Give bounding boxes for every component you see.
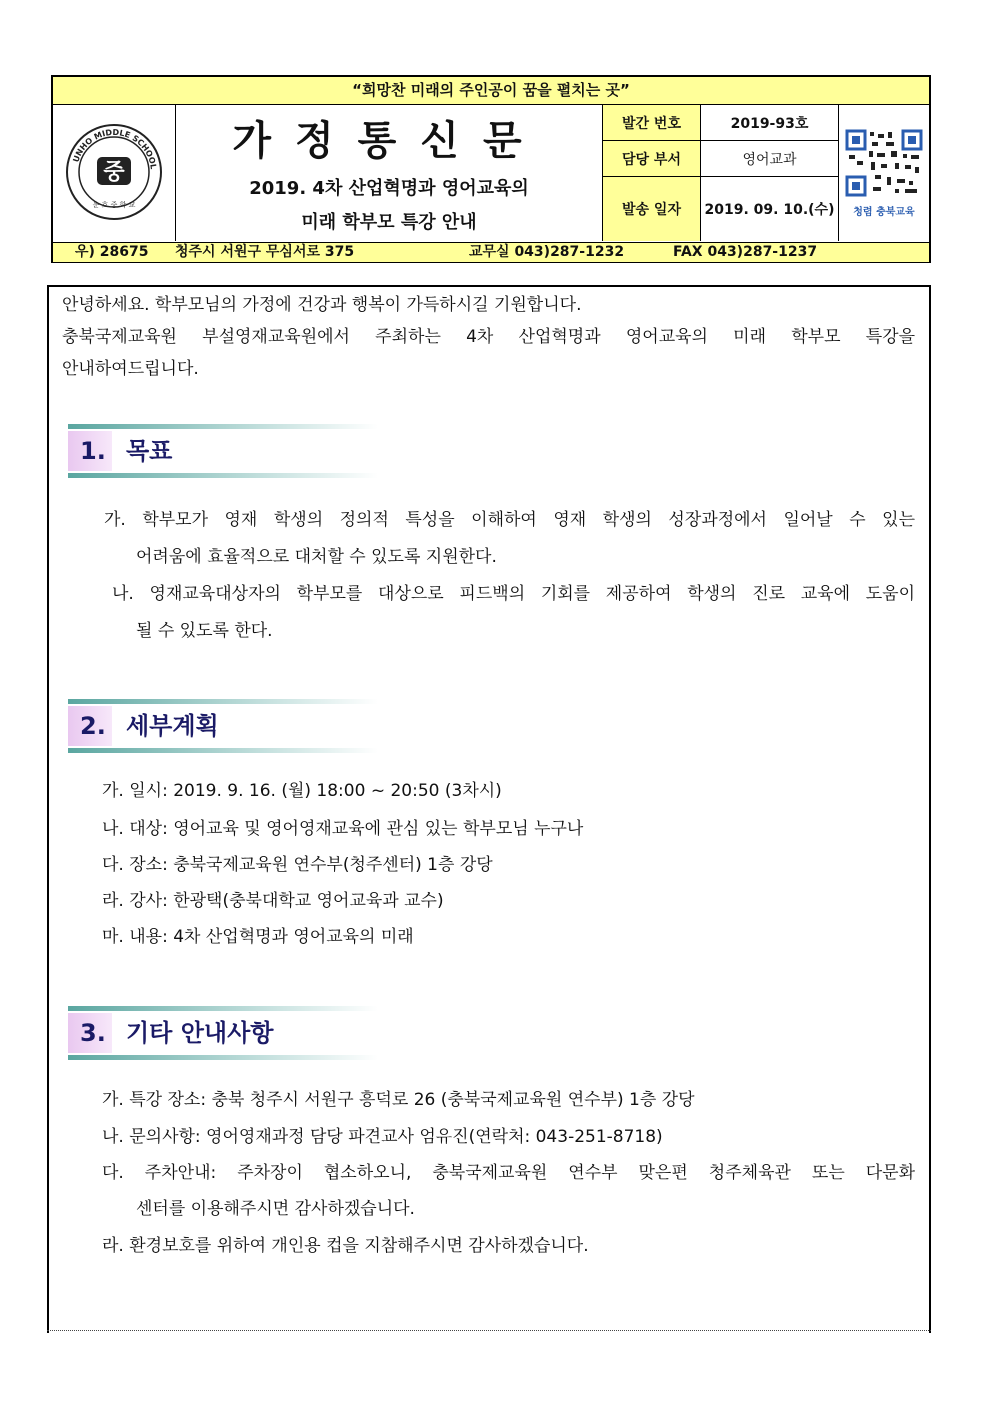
subtitle-line-1: 2019. 4차 산업혁명과 영어교육의 bbox=[249, 178, 529, 199]
bottom-divider bbox=[47, 1330, 931, 1331]
qr-code-icon[interactable] bbox=[845, 129, 923, 197]
list-item-cont: 센터를 이용해주시면 감사하겠습니다. bbox=[136, 1199, 415, 1219]
issue-value: 2019-93호 bbox=[701, 105, 839, 141]
newsletter-header bbox=[51, 75, 931, 263]
section-title: 목표 bbox=[126, 437, 173, 465]
section-number: 1. bbox=[80, 437, 106, 465]
school-logo-cell bbox=[53, 105, 176, 241]
address-bar bbox=[53, 242, 929, 262]
section-header-goal bbox=[68, 424, 378, 480]
section-header-notice bbox=[68, 1006, 378, 1062]
list-item: 마. 내용: 4차 산업혁명과 영어교육의 미래 bbox=[102, 927, 414, 947]
postal-code: 우) 28675 bbox=[75, 244, 149, 260]
subtitle-line-2: 미래 학부모 특강 안내 bbox=[301, 212, 477, 233]
intro-greeting: 안녕하세요. 학부모님의 가정에 건강과 행복이 가득하시길 기원합니다. bbox=[62, 295, 582, 315]
school-address: 청주시 서원구 무심서로 375 bbox=[175, 244, 355, 260]
list-item: 가. 일시: 2019. 9. 16. (월) 18:00 ~ 20:50 (3차시) bbox=[102, 781, 502, 801]
fax-number: FAX 043)287-1237 bbox=[673, 244, 818, 260]
date-value: 2019. 09. 10.(수) bbox=[701, 177, 839, 241]
section-number: 3. bbox=[80, 1019, 106, 1047]
section-header-plan bbox=[68, 699, 378, 755]
svg-text:중: 중 bbox=[103, 160, 125, 185]
list-item: 가. 학부모가 영재 학생의 정의적 특성을 이해하여 영재 학생의 성장과정에서 일어날 수 있는 bbox=[104, 510, 915, 530]
list-item-cont: 어려움에 효율적으로 대처할 수 있도록 지원한다. bbox=[136, 547, 497, 567]
issue-label: 발간 번호 bbox=[603, 105, 701, 141]
list-item: 가. 특강 장소: 충북 청주시 서원구 흥덕로 26 (충북국제교육원 연수부) 1층 강당 bbox=[102, 1090, 695, 1110]
list-item: 다. 장소: 충북국제교육원 연수부(청주센터) 1층 강당 bbox=[102, 855, 493, 875]
date-label: 발송 일자 bbox=[603, 177, 701, 241]
slogan: “희망찬 미래의 주인공이 꿈을 펼치는 곳” bbox=[53, 77, 929, 105]
section-number: 2. bbox=[80, 712, 106, 740]
title-cell bbox=[176, 105, 603, 241]
list-item-cont: 될 수 있도록 한다. bbox=[136, 621, 273, 641]
list-item: 다. 주차안내: 주차장이 협소하오니, 충북국제교육원 연수부 맞은편 청주체육관 또는 다문화 bbox=[102, 1163, 915, 1183]
list-item: 라. 강사: 한광택(충북대학교 영어교육과 교수) bbox=[102, 891, 444, 911]
intro-text: 충북국제교육원 부설영재교육원에서 주최하는 4차 산업혁명과 영어교육의 미래 학부모 특강을 bbox=[62, 327, 915, 347]
logo-text: UNHO MIDDLE SCHOOL bbox=[71, 127, 158, 170]
section-title: 기타 안내사항 bbox=[126, 1019, 274, 1047]
dept-label: 담당 부서 bbox=[603, 141, 701, 177]
list-item: 나. 대상: 영어교육 및 영어영재교육에 관심 있는 학부모님 누구나 bbox=[102, 819, 584, 839]
intro-text-cont: 안내하여드립니다. bbox=[62, 359, 199, 379]
office-phone: 교무실 043)287-1232 bbox=[469, 244, 625, 260]
page-title: 가정통신문 bbox=[232, 117, 546, 164]
svg-text:운 호 중 학 교: 운 호 중 학 교 bbox=[92, 201, 136, 209]
dept-value: 영어교과 bbox=[701, 141, 839, 177]
qr-caption: 청렴 충북교육 bbox=[853, 206, 915, 218]
list-item: 라. 환경보호를 위하여 개인용 컵을 지참해주시면 감사하겠습니다. bbox=[102, 1236, 589, 1256]
section-title: 세부계획 bbox=[126, 712, 219, 740]
list-item: 나. 영재교육대상자의 학부모를 대상으로 피드백의 기회를 제공하여 학생의 진로 교육에 도움이 bbox=[112, 584, 915, 604]
school-emblem-icon bbox=[59, 117, 169, 227]
list-item: 나. 문의사항: 영어영재과정 담당 파견교사 엄유진(연락처: 043-251-8718) bbox=[102, 1127, 663, 1147]
qr-cell bbox=[839, 105, 929, 241]
